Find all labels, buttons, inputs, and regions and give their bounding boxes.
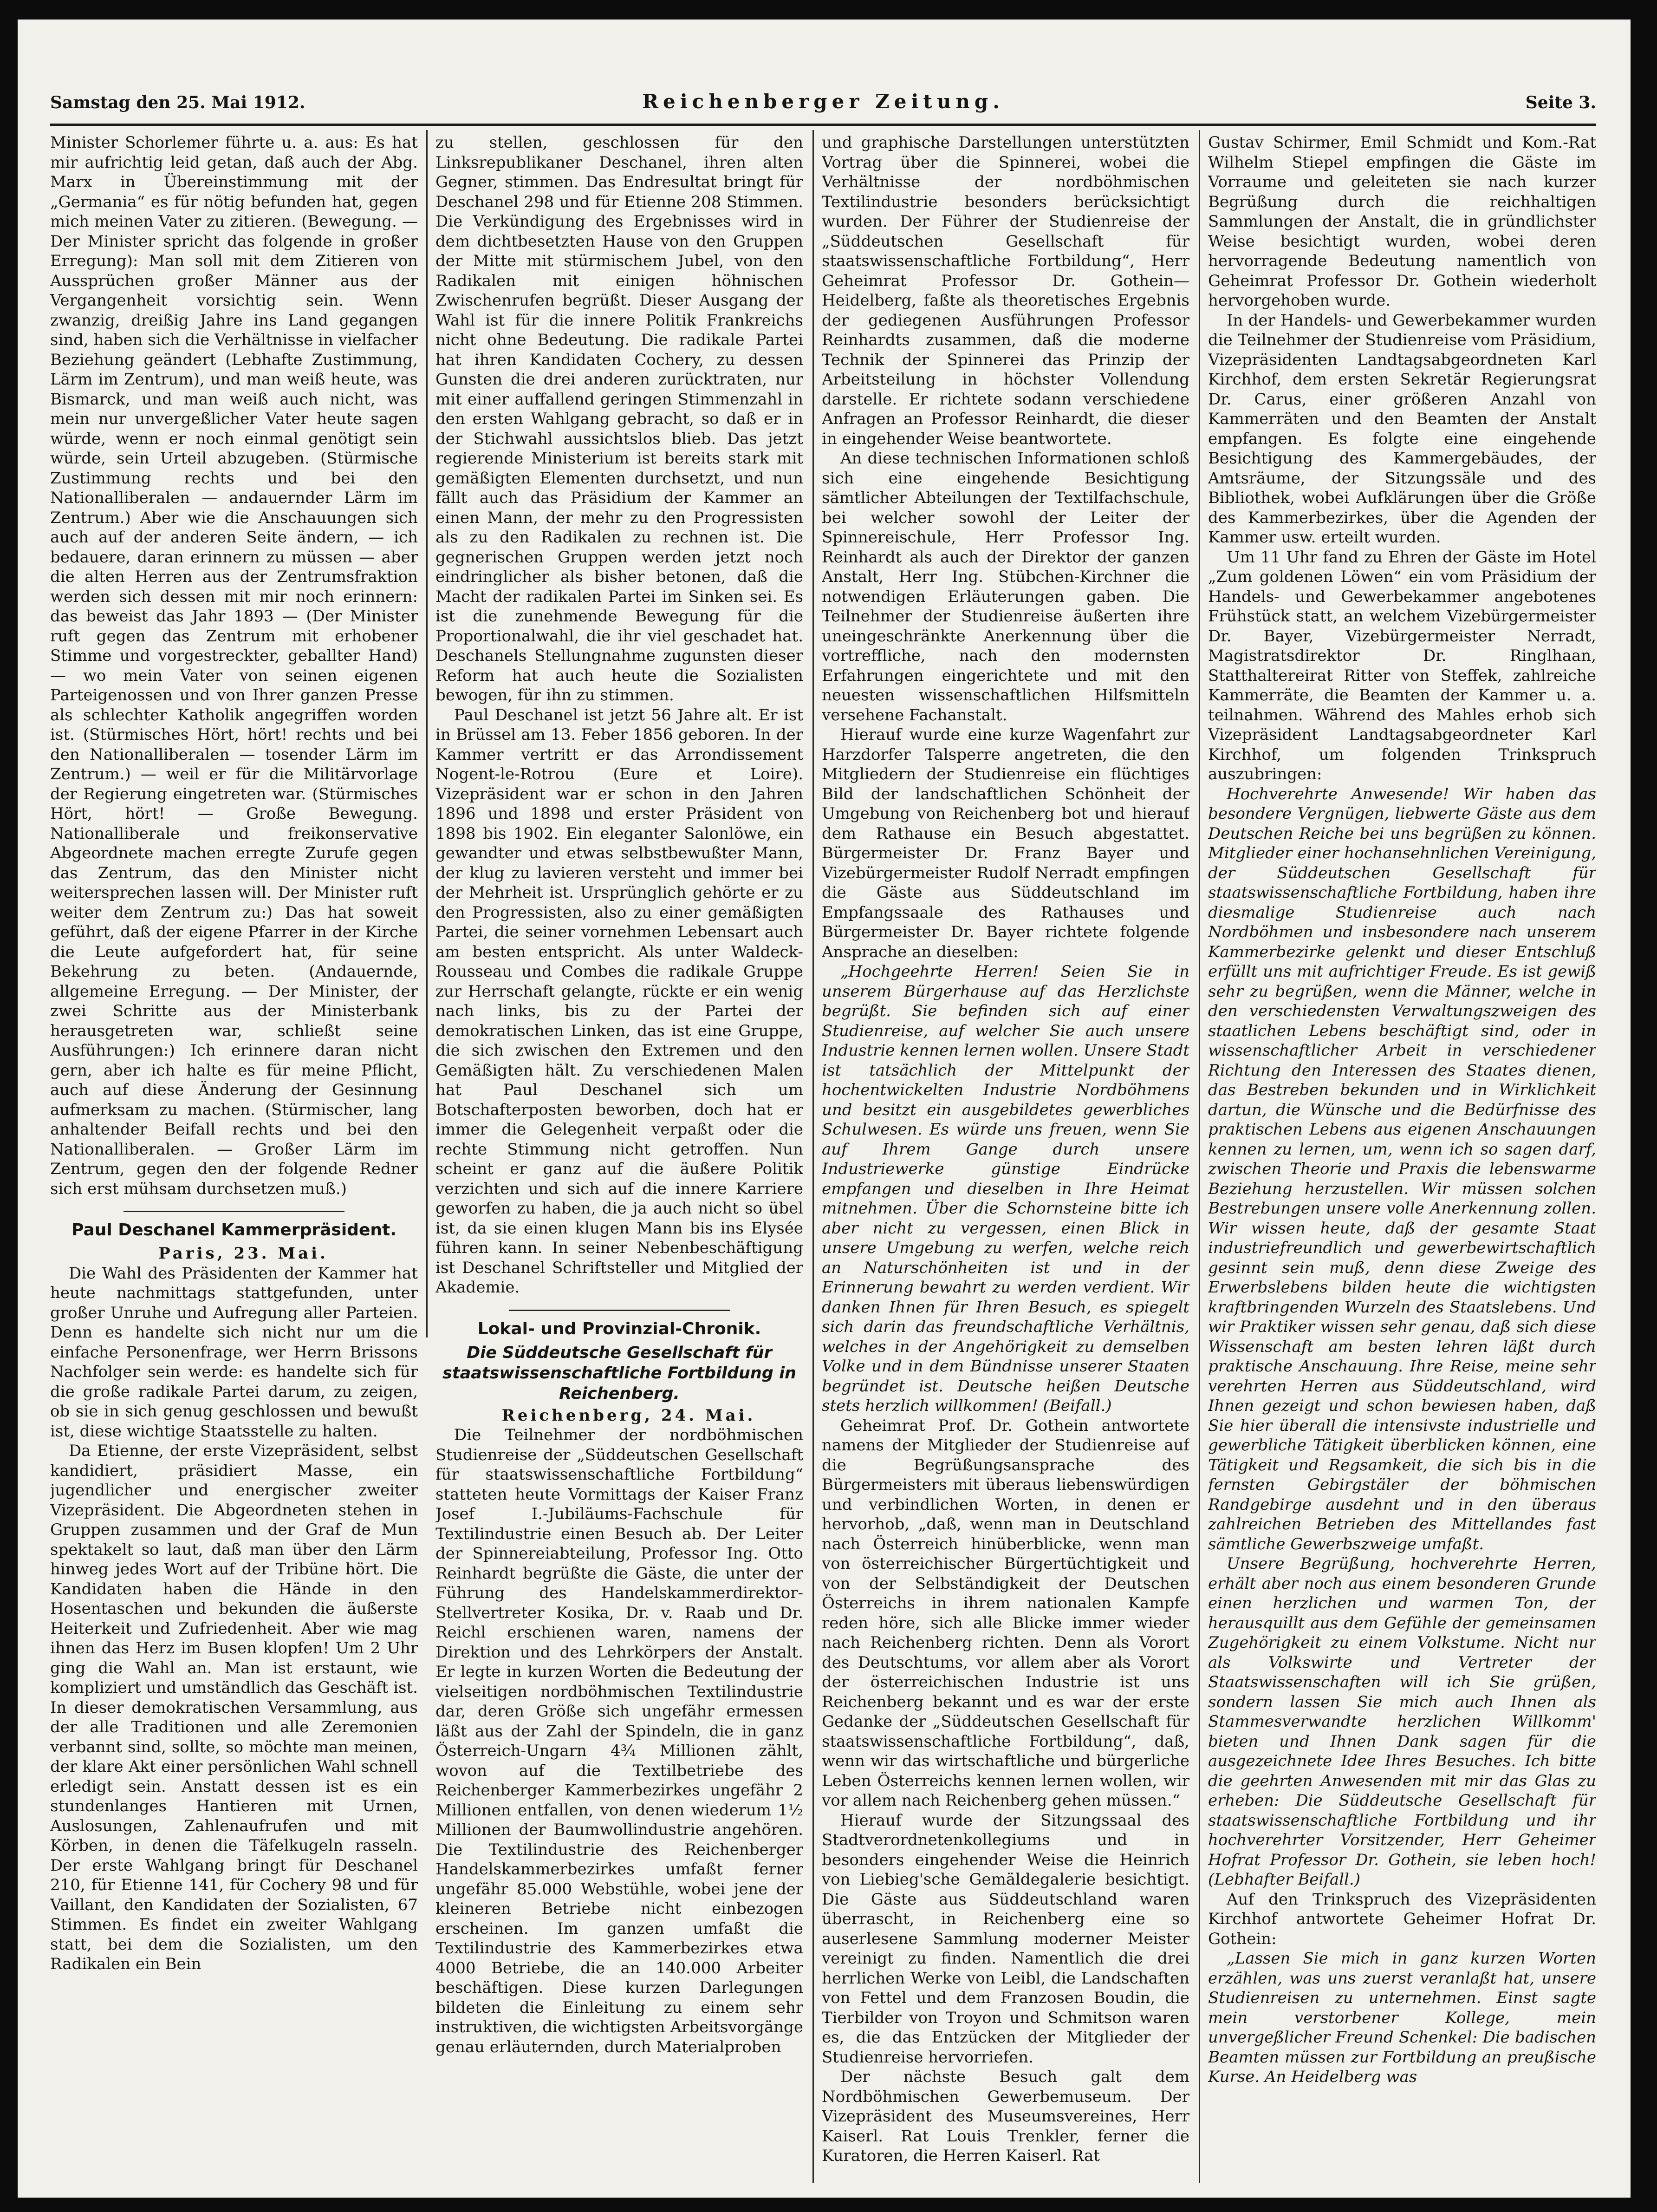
column-3: [822, 133, 1189, 2176]
header-page-number: Seite 3.: [1525, 93, 1596, 112]
column-3-paragraph: Hierauf wurde der Sitzungssaal des Stadtverordnetenkollegiums und in besonders eingehender Weise die Heinrich von Liebieg'sche Gemäldegalerie besichtigt. Die Gäste aus Süddeutschland waren überrascht, in Reichenberg eine so auserlesene Sammlung moderner Meister vereinigt zu finden. Namentlich die drei herrlichen Werke von Leibl, die Landschaften von Fettel und dem Franzosen Boudin, die Tierbilder von Troyon und Schmitson waren es, die das Entzücken der Mitglieder der Studienreise hervorriefen.: [822, 1811, 1189, 2067]
column-4-paragraph: Gustav Schirmer, Emil Schmidt und Kom.-Rat Wilhelm Stiepel empfingen die Gäste im Vorraume und geleiteten sie nach kurzer Begrüßung durch die reichhaltigen Sammlungen der Anstalt, die in gründlichster Weise besichtigt wurden, wobei deren hervorragende Bedeutung namentlich von Geheimrat Professor Dr. Gothein wiederholt hervorgehoben wurde.: [1208, 133, 1596, 310]
header-masthead: Reichenberger Zeitung.: [642, 90, 1004, 113]
article-dateline: Paris, 23. Mai.: [158, 1244, 328, 1263]
article-separator: [509, 1310, 729, 1311]
article-headline: Paul Deschanel Kammerpräsident.: [71, 1220, 396, 1240]
speech-paragraph: „Hochgeehrte Herren! Seien Sie in unserem Bürgerhause auf das Herzlichste begrüßt. Sie befinden sich auf einer Studienreise, auf welcher Sie auch unsere Industrie kennen lernen wollen. Unsere Stadt ist tatsächlich der Mittelpunkt der hochentwickelten Industrie Nordböhmens und besitzt ein ausgebildetes gewerbliches Schulwesen. Es würde uns freuen, wenn Sie auf Ihrem Gange durch unsere Industriewerke günstige Eindrücke empfangen und dieselben in Ihre Heimat mitnehmen. Über die Schornsteine bitte ich aber nicht zu vergessen, einen Blick in unsere Umgebung zu werfen, welche reich an Naturschönheiten ist und in der Erinnerung bewahrt zu werden verdient. Wir danken Ihnen für Ihren Besuch, es spiegelt sich darin das freundschaftliche Verhältnis, welches in der Angehörigkeit zu demselben Volke und in dem Bündnisse unserer Staaten begründet ist. Deutsche heißen Deutsche stets herzlich willkommen! (Beifall.): [822, 962, 1189, 1415]
article-dateline: Reichenberg, 24. Mai.: [501, 1406, 756, 1425]
article-headline: Die Süddeutsche Gesellschaft für staatswissenschaftliche Fortbildung in Reichenberg.: [442, 1343, 796, 1403]
section-headline: Lokal- und Provinzial-Chronik.: [477, 1319, 761, 1338]
column-3-paragraph: und graphische Darstellungen unterstützten Vortrag über die Spinnerei, wobei die Verhältnisse der nordböhmischen Textilindustrie besonders berücksichtigt wurden. Der Führer der Studienreise der „Süddeutschen Gesellschaft für staatswissenschaftliche Fortbildung“, Herr Geheimrat Professor Dr. Gothein—Heidelberg, faßte als theoretisches Ergebnis der gediegenen Ausführungen Professor Reinhardts zusammen, daß die moderne Technik der Spinnerei das Prinzip der Arbeitsteilung in höchster Vollendung darstelle. Er richtete sodann verschiedene Anfragen an Professor Reinhardt, die dieser in eingehender Weise beantwortete.: [822, 133, 1189, 448]
column-3-paragraph: An diese technischen Informationen schloß sich eine eingehende Besichtigung sämtlicher Abteilungen der Textilfachschule, bei welcher sowohl der Leiter der Spinnereischule, Herr Professor Ing. Reinhardt als auch der Direktor der ganzen Anstalt, Herr Ing. Stübchen-Kirchner die notwendigen Erläuterungen gaben. Die Teilnehmer der Studienreise äußerten ihre uneingeschränkte Anerkennung über die vortreffliche, nach den modernsten Erfahrungen eingerichtete und mit den neuesten wissenschaftlichen Hilfsmitteln versehene Fachanstalt.: [822, 449, 1189, 724]
column-4-paragraph: Auf den Trinkspruch des Vizepräsidenten Kirchhof antwortete Geheimer Hofrat Dr. Gothein:: [1208, 1890, 1596, 1948]
speech-paragraph: Unsere Begrüßung, hochverehrte Herren, erhält aber noch aus einem besonderen Grunde einen herzlichen und warmen Ton, der herausquillt aus dem Gefühle der gemeinsamen Zugehörigkeit zu einem Volkstume. Nicht nur als Volkswirte und Vertreter der Staatswissenschaften will ich Sie grüßen, sondern lassen Sie mich auch Ihnen als Stammesverwandte herzlichen Willkomm' bieten und Ihnen Dank sagen für die ausgezeichnete Idee Ihres Besuches. Ich bitte die geehrten Anwesenden mit mir das Glas zu erheben: Die Süddeutsche Gesellschaft für staatswissenschaftliche Fortbildung und ihr hochverehrter Vorsitzender, Herr Geheimer Hofrat Professor Dr. Gothein, sie leben hoch! (Lebhafter Beifall.): [1208, 1554, 1596, 1889]
column-2: [435, 133, 803, 2176]
column-1-paragraph: Da Etienne, der erste Vizepräsident, selbst kandidiert, präsidiert Masse, ein jugendlicher und energischer zweiter Vizepräsident. Die Abgeordneten stehen in Gruppen zusammen und der Graf de Mun spektakelt so laut, daß man über den Lärm hinweg jedes Wort auf der Tribüne hört. Die Kandidaten haben die Hände in den Hosentaschen und bekunden die äußerste Heiterkeit und Zufriedenheit. Aber wie mag ihnen das Herz im Busen klopfen! Um 2 Uhr ging die Wahl an. Man ist erstaunt, wie kompliziert und umständlich das Geschäft ist. In dieser demokratischen Versammlung, aus der alle Traditionen und alle Zeremonien verbannt sind, sollte, so möchte man meinen, der klare Akt einer persönlichen Wahl schnell erledigt sein. Anstatt dessen ist es ein stundenlanges Hantieren mit Urnen, Auslosungen, Zahlenaufrufen und mit Körben, in denen die Täfelkugeln rasseln. Der erste Wahlgang bringt für Deschanel 210, für Etienne 141, für Cochery 98 und für Vaillant, den Kandidaten der Sozialisten, 67 Stimmen. Es findet ein zweiter Wahlgang statt, bei dem die Sozialisten, um den Radikalen ein Bein: [50, 1442, 418, 1973]
column-4-paragraph: In der Handels- und Gewerbekammer wurden die Teilnehmer der Studienreise vom Präsidium, Vizepräsidenten Landtagsabgeordneten Karl Kirchhof, dem ersten Sekretär Regierungsrat Dr. Carus, einer größeren Anzahl von Kammerräten und den Beamten der Anstalt empfangen. Es folgte eine eingehende Besichtigung des Kammergebäudes, der Amtsräume, der Sitzungssäle und des Bibliothek, wobei Aufklärungen über die Größe des Kammerbezirkes, über die Agenden der Kammer usw. erteilt wurden.: [1208, 311, 1596, 547]
column-4-paragraph: Um 11 Uhr fand zu Ehren der Gäste im Hotel „Zum goldenen Löwen“ ein vom Präsidium der Handels- und Gewerbekammer angebotenes Frühstück statt, an welchem Vizebürgermeister Dr. Bayer, Vizebürgermeister Nerradt, Magistratsdirektor Dr. Ringlhaan, Statthaltereirat Ritter von Steffek, zahlreiche Kammerräte, die Beamten der Kammer u. a. teilnahmen. Während des Mahles erhob sich Vizepräsident Landtagsabgeordneter Karl Kirchhof, um folgenden Trinkspruch auszubringen:: [1208, 548, 1596, 783]
speech-paragraph: Hochverehrte Anwesende! Wir haben das besondere Vergnügen, liebwerte Gäste aus dem Deutschen Reiche bei uns begrüßen zu können. Mitglieder einer hochansehnlichen Vereinigung, der Süddeutschen Gesellschaft für staatswissenschaftliche Fortbildung, haben ihre diesmalige Studienreise auch nach Nordböhmen und insbesondere nach unserem Kammerbezirke gelenkt und dieser Entschluß erfüllt uns mit aufrichtiger Freude. Es ist gewiß sehr zu begrüßen, wenn die Männer, welche in den verschiedensten Verwaltungszweigen des staatlichen Lebens beschäftigt sind, oder in wissenschaftlicher Arbeit in verschiedener Richtung den Interessen des Staates dienen, das Bestreben bekunden und in Wirklichkeit dartun, die Wünsche und die Bedürfnisse des praktischen Lebens aus eigenen Anschauungen kennen zu lernen, um, wenn ich so sagen darf, zwischen Theorie und Praxis die lebenswarme Beziehung herzustellen. Wir müssen solchen Bestrebungen unsere volle Anerkennung zollen. Wir wissen heute, daß der gesamte Staat industriefreundlich und gewerbewirtschaftlich gesinnt sein muß, denn diese Zweige des Erwerbslebens bilden heute die wichtigsten kraftbringenden Wurzeln des Staatslebens. Und wir Praktiker wissen sehr genau, daß sich diese Wissenschaft am besten lehren läßt durch praktische Anschauung. Ihre Reise, meine sehr verehrten Herren aus Süddeutschland, wird Ihnen gezeigt und schon bewiesen haben, daß Sie hier überall die intensivste industrielle und gewerbliche Tätigkeit überblicken können, eine Tätigkeit und Regsamkeit, die sich bis in die fernsten Gebirgstäler der böhmischen Randgebirge ausdehnt und in den überaus zahlreichen Betrieben des Mittellandes fast sämtliche Gewerbszweige umfaßt.: [1208, 784, 1596, 1553]
column-divider: [1199, 130, 1200, 2183]
article-separator: [123, 1211, 344, 1212]
column-2-paragraph: Die Teilnehmer der nordböhmischen Studienreise der „Süddeutschen Gesellschaft für staatswissenschaftliche Fortbildung“ statteten heute Vormittags der Kaiser Franz Josef I.-Jubiläums-Fachschule für Textilindustrie einen Besuch ab. Der Leiter der Spinnereiabteilung, Professor Ing. Otto Reinhardt begrüßte die Gäste, die unter der Führung des Handelskammerdirektor-Stellvertreter Kosika, Dr. v. Raab und Dr. Reichl erschienen waren, namens der Direktion und des Lehrkörpers der Anstalt. Er legte in kurzen Worten die Bedeutung der vielseitigen nordböhmischen Textilindustrie dar, deren Größe sich ungefähr ermessen läßt aus der Zahl der Spindeln, die in ganz Österreich-Ungarn 4¾ Millionen zählt, wovon auf die Textilbetriebe des Reichenberger Kammerbezirkes ungefähr 2 Millionen entfallen, von denen wiederum 1½ Millionen der Baumwollindustrie angehören. Die Textilindustrie des Reichenberger Handelskammerbezirkes umfaßt ferner ungefähr 85.000 Webstühle, wobei jene der kleineren Betriebe nicht einbezogen erscheinen. Im ganzen umfaßt die Textilindustrie des Kammerbezirkes etwa 4000 Betriebe, die an 140.000 Arbeiter beschäftigen. Diese kurzen Darlegungen bildeten die Einleitung zu einem sehr instruktiven, die wichtigsten Arbeitsvorgänge genau erläuternden, durch Materialproben: [435, 1426, 803, 2056]
speech-paragraph: „Lassen Sie mich in ganz kurzen Worten erzählen, was uns zuerst veranlaßt hat, unsere Studienreisen zu unternehmen. Einst sagte mein verstorbener Kollege, mein unvergeßlicher Freund Schenkel: Die badischen Beamten müssen zur Fortbildung an preußische Kurse. An Heidelberg was: [1208, 1949, 1596, 2086]
header-rule: [50, 124, 1596, 126]
column-divider: [812, 130, 814, 2183]
column-4: [1208, 133, 1596, 2176]
column-1: [50, 133, 418, 2176]
header-date: Samstag den 25. Mai 1912.: [50, 93, 305, 112]
column-3-paragraph: Hierauf wurde eine kurze Wagenfahrt zur Harzdorfer Talsperre angetreten, die den Mitgliedern der Studienreise ein flüchtiges Bild der landschaftlichen Schönheit der Umgebung von Reichenberg bot und hierauf dem Rathause ein Besuch abgestattet. Bürgermeister Dr. Franz Bayer und Vizebürgermeister Rudolf Nerradt empfingen die Gäste aus Süddeutschland im Empfangssaale des Rathauses und Bürgermeister Dr. Bayer richtete folgende Ansprache an dieselben:: [822, 725, 1189, 961]
column-3-paragraph: Geheimrat Prof. Dr. Gothein antwortete namens der Mitglieder der Studienreise auf die Begrüßungsansprache des Bürgermeisters mit überaus liebenswürdigen und verbindlichen Worten, in denen er hervorhob, „daß, wenn man in Deutschland nach Österreich hinüberblicke, wenn man von österreichischer Bürgertüchtigkeit und von der Selbständigkeit der Deutschen Österreichs in ihrem nationalen Kampfe reden höre, sich alle Blicke immer wieder nach Reichenberg richten. Denn als Vorort des Deutschtums, vor allem aber als Vorort der österreichischen Industrie ist uns Reichenberg bekannt und es war der erste Gedanke der „Süddeutschen Gesellschaft für staatswissenschaftliche Fortbildung“, daß, wenn wir das wirtschaftliche und bürgerliche Leben Österreichs kennen lernen wollen, wir vor allem nach Reichenberg gehen müssen.“: [822, 1416, 1189, 1810]
column-3-paragraph: Der nächste Besuch galt dem Nordböhmischen Gewerbemuseum. Der Vizepräsident des Museumsvereines, Herr Kaiserl. Rat Louis Trenkler, ferner die Kuratoren, die Herren Kaiserl. Rat: [822, 2068, 1189, 2165]
newspaper-page: [18, 20, 1631, 2198]
column-1-paragraph: Die Wahl des Präsidenten der Kammer hat heute nachmittags stattgefunden, unter großer Unruhe und Aufregung aller Parteien. Denn es handelte sich nicht nur um die einfache Personenfrage, wer Herrn Brissons Nachfolger sein werde: es handelte sich für die große radikale Partei darum, zu zeigen, ob sie in sich genug geschlossen und bewußt ist, diese wichtige Staatsstelle zu halten.: [50, 1264, 418, 1441]
column-1-paragraph: Minister Schorlemer führte u. a. aus: Es hat mir aufrichtig leid getan, daß auch der Abg. Marx in Übereinstimmung mit der „Germania“ es für nötig befunden hat, gegen mich meinen Vater zu zitieren. (Bewegung. — Der Minister spricht das folgende in großer Erregung): Man soll mit dem Zitieren von Aussprüchen großer Männer aus der Vergangenheit vorsichtig sein. Wenn zwanzig, dreißig Jahre ins Land gegangen sind, haben sich die Verhältnisse in vielfacher Beziehung geändert (Lebhafte Zustimmung, Lärm im Zentrum), und man weiß heute, was Bismarck, und man weiß auch nicht, was mein nur unvergeßlicher Vater heute sagen würde, wenn er noch einmal genötigt sein würde, sein Urteil abzugeben. (Stürmische Zustimmung rechts und bei den Nationalliberalen — andauernder Lärm im Zentrum.) Aber wie die Anschauungen sich auch auf der anderen Seite ändern, — ich bedauere, daran erinnern zu müssen — aber die alten Herren aus der Zentrumsfraktion werden sich dessen mit mir noch erinnern: das beweist das Jahr 1893 — (Der Minister ruft gegen das Zentrum mit erhobener Stimme und vorgestreckter, geballter Hand) — wo mein Vater von seinen eigenen Parteigenossen und von Ihrer ganzen Presse als schlechter Katholik angegriffen worden ist. (Stürmisches Hört, hört! rechts und bei den Nationalliberalen — tosender Lärm im Zentrum.) — weil er für die Militärvorlage der Regierung eingetreten war. (Stürmisches Hört, hört! — Große Bewegung. Nationalliberale und freikonservative Abgeordnete machen erregte Zurufe gegen das Zentrum, das den Minister nicht weitersprechen lassen will. Der Minister ruft weiter dem Zentrum zu:) Das hat soweit geführt, daß der eigene Pfarrer in der Kirche die Leute aufgefordert hat, für seine Bekehrung zu beten. (Andauernde, allgemeine Erregung. — Der Minister, der zwei Schritte aus der Ministerbank herausgetreten war, schließt seine Ausführungen:) Ich erinnere daran nicht gern, aber ich halte es für meine Pflicht, auch auf diese Änderung der Gesinnung aufmerksam zu machen. (Stürmischer, lang anhaltender Beifall rechts und bei den Nationalliberalen. — Großer Lärm im Zentrum, gegen den der folgende Redner sich erst mühsam durchsetzen muß.): [50, 133, 418, 1198]
page-header: [50, 88, 1596, 121]
column-2-paragraph: Paul Deschanel ist jetzt 56 Jahre alt. Er ist in Brüssel am 13. Feber 1856 geboren. In der Kammer vertritt er das Arrondissement Nogent-le-Rotrou (Eure et Loire). Vizepräsident war er schon in den Jahren 1896 und 1898 und erster Präsident von 1898 bis 1902. Ein eleganter Salonlöwe, ein gewandter und etwas selbstbewußter Mann, der klug zu lavieren versteht und immer bei der Mehrheit ist. Ursprünglich gehörte er zu den Progressisten, also zu einer gemäßigten Partei, die seiner vornehmen Lebensart auch am besten entspricht. Als unter Waldeck-Rousseau und Combes die radikale Gruppe zur Herrschaft gelangte, rückte er ein wenig nach links, bis zu der Partei der demokratischen Linken, das ist eine Gruppe, die sich zwischen den Extremen und den Gemäßigten hält. Zu verschiedenen Malen hat Paul Deschanel sich um Botschafterposten beworben, doch hat er immer die Gelegenheit verpaßt oder die rechte Stimmung nicht getroffen. Nun scheint er ganz auf die äußere Politik verzichten und sich auf die innere Karriere geworfen zu haben, die ja auch nicht so übel ist, da sie einen klugen Mann bis ins Elysée führen kann. In seiner Nebenbeschäftigung ist Deschanel Schriftsteller und Mitglied der Akademie.: [435, 705, 803, 1297]
column-divider: [426, 130, 428, 1338]
column-2-paragraph: zu stellen, geschlossen für den Linksrepublikaner Deschanel, ihren alten Gegner, stimmen. Das Endresultat bringt für Deschanel 298 und für Etienne 208 Stimmen. Die Verkündigung des Ergebnisses wird in dem dichtbesetzten Hause von den Gruppen der Mitte mit stürmischem Jubel, von den Radikalen mit einigen höhnischen Zwischenrufen begrüßt. Dieser Ausgang der Wahl ist für die innere Politik Frankreichs nicht ohne Bedeutung. Die radikale Partei hat ihren Kandidaten Cochery, zu dessen Gunsten die drei anderen zurücktraten, nur mit einer auffallend geringen Stimmenzahl in den ersten Wahlgang gebracht, so daß er in der Stichwahl aussichtslos blieb. Das jetzt regierende Ministerium ist bereits stark mit gemäßigten Elementen durchsetzt, und nun fällt auch das Präsidium der Kammer an einen Mann, der mehr zu den Progressisten als zu den Radikalen zu rechnen ist. Die gegnerischen Gruppen werden jetzt noch eindringlicher als bisher betonen, daß die Macht der radikalen Partei im Sinken sei. Es ist die zunehmende Bewegung für die Proportionalwahl, die ihr viel geschadet hat. Deschanels Stellungnahme zugunsten dieser Reform hat auch heute die Sozialisten bewogen, für ihn zu stimmen.: [435, 133, 803, 705]
